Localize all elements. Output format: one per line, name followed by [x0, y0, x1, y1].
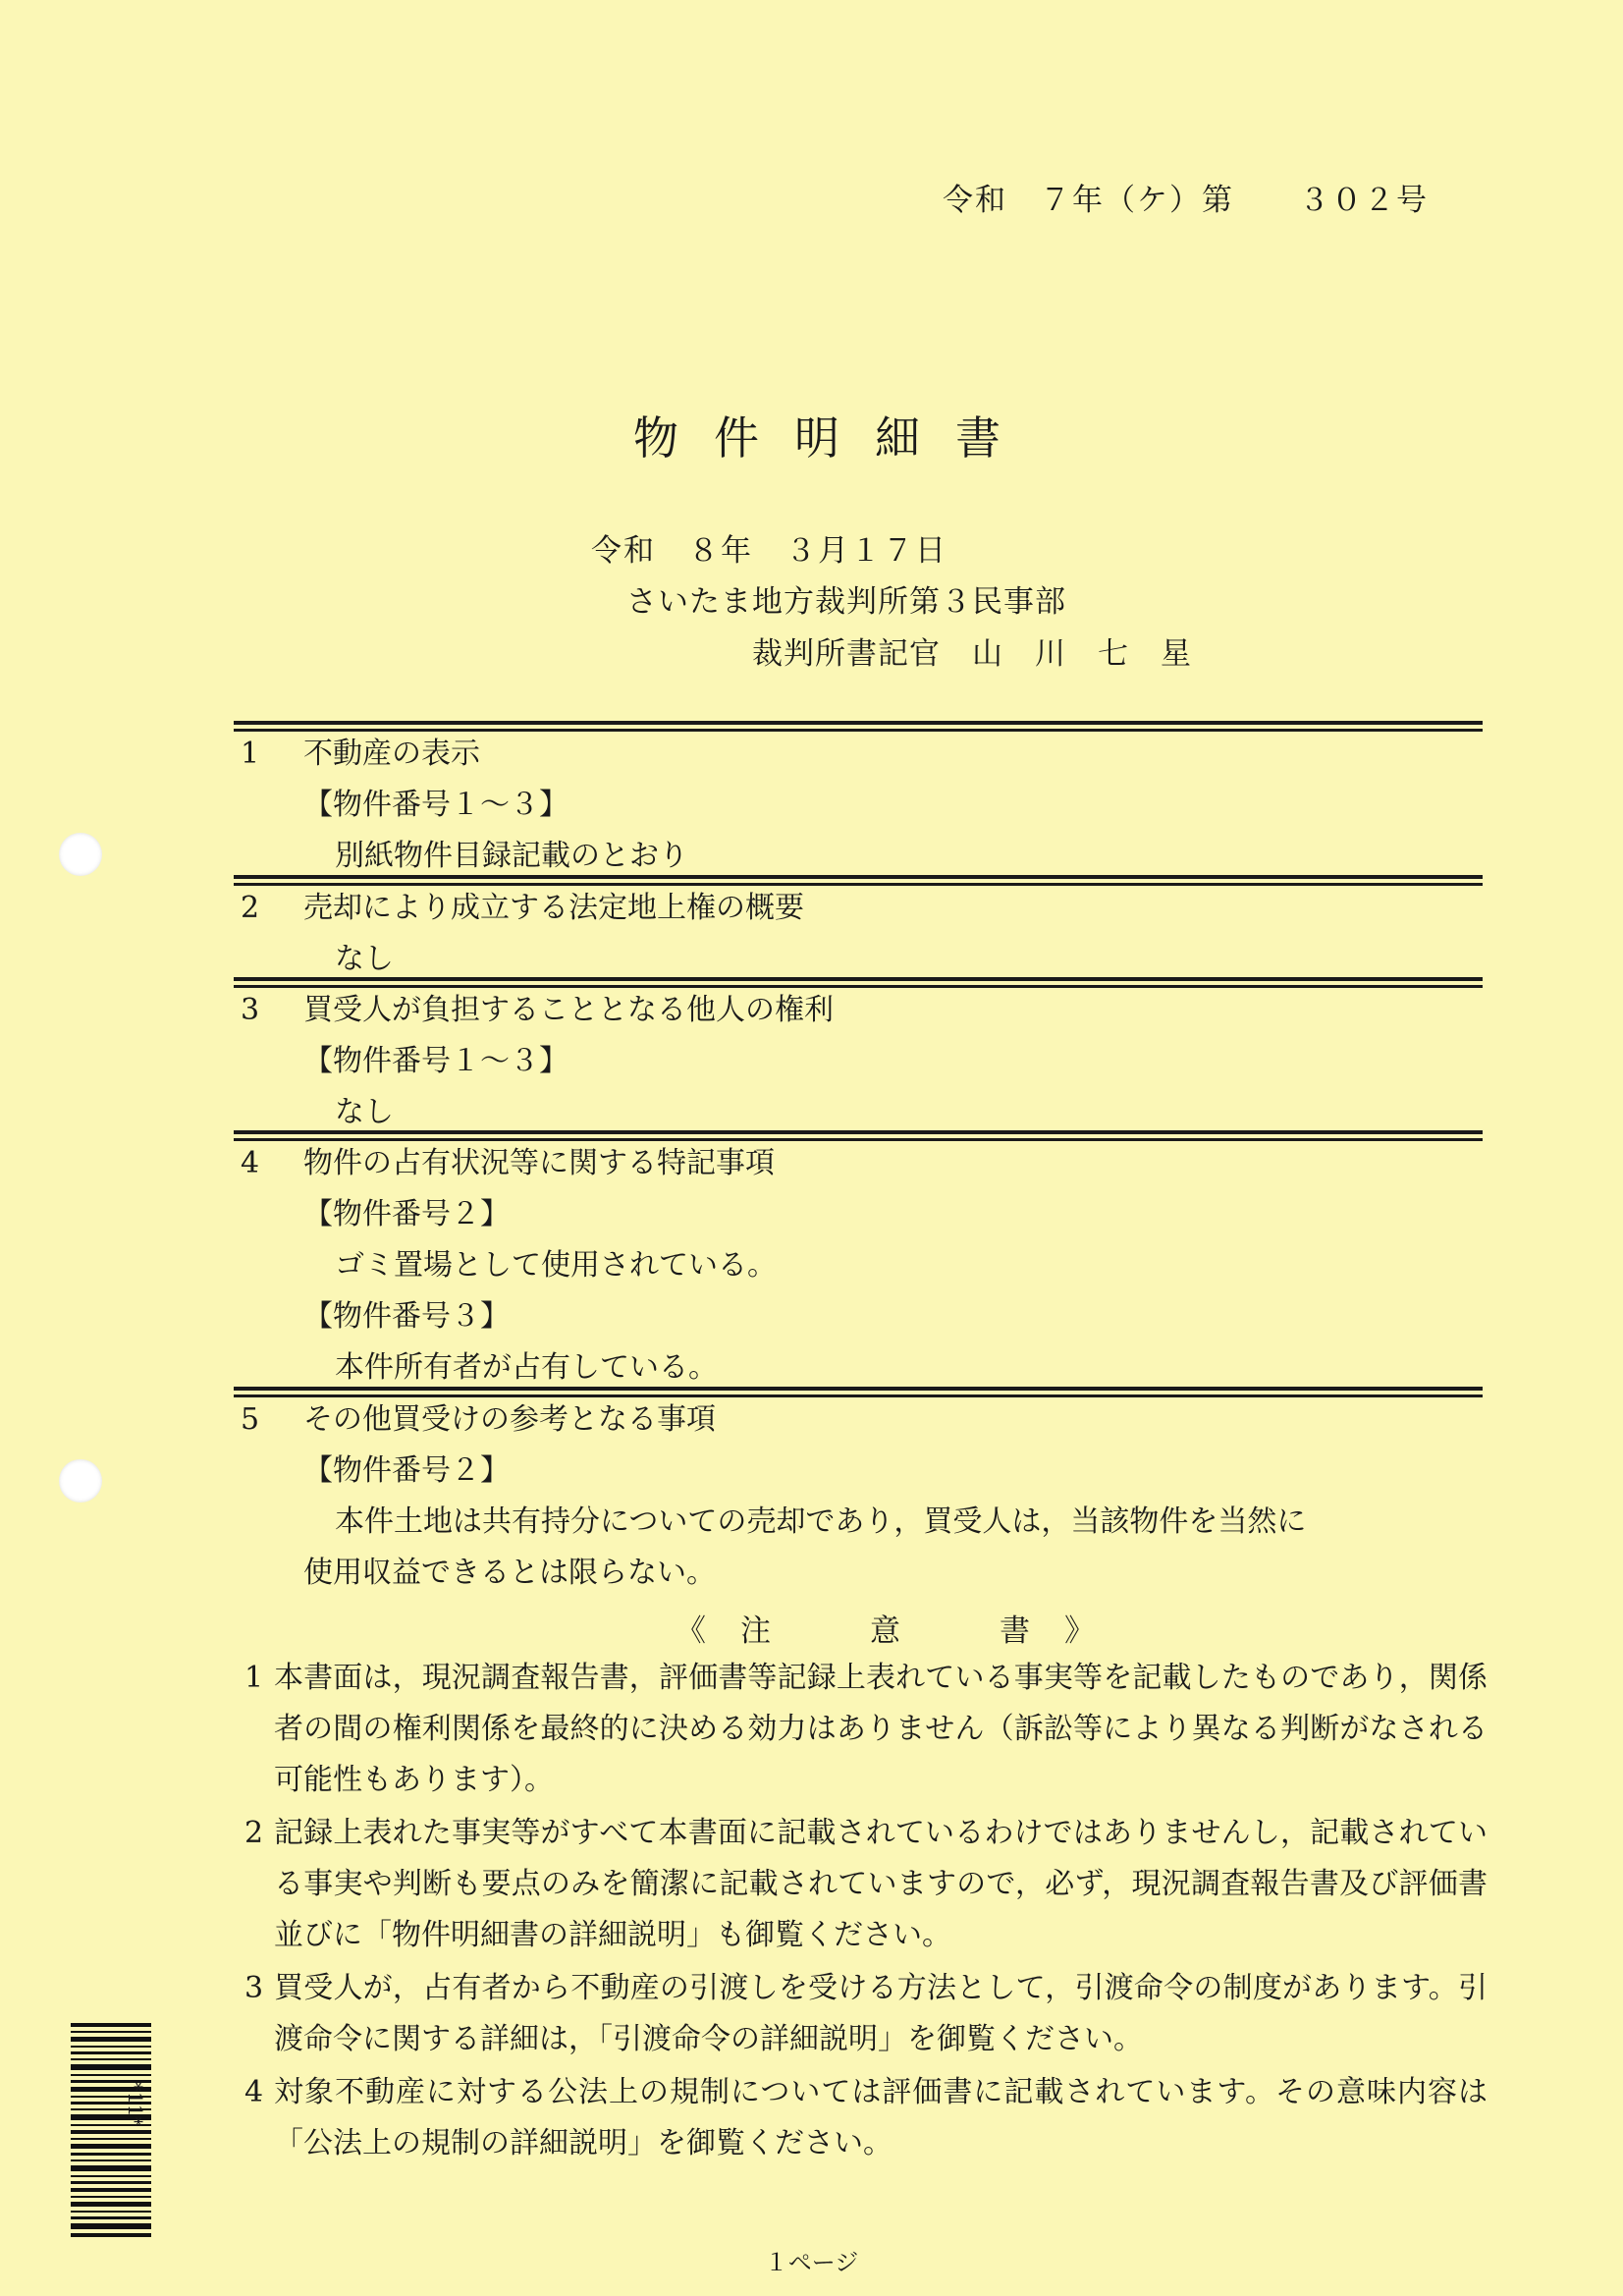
- case-number: 令和 ７年（ケ）第 ３０２号: [943, 183, 1429, 218]
- document-title: 物件明細書: [633, 411, 1036, 465]
- section-text: 本件土地は共有持分についての売却であり，買受人は，当該物件を当然に: [335, 1504, 1307, 1539]
- section-number: 1: [241, 737, 260, 771]
- notice-number: 2: [244, 1816, 264, 1850]
- notice-number: 1: [244, 1661, 264, 1695]
- notice-list: [241, 1653, 1488, 2171]
- section-heading: 物件の占有状況等に関する特記事項: [303, 1146, 775, 1180]
- punch-hole: [59, 833, 102, 876]
- notice-number: 4: [244, 2075, 264, 2109]
- notice-text: 買受人が，占有者から不動産の引渡しを受ける方法として，引渡命令の制度があります。引渡命令に関する詳細は，「引渡命令の詳細説明」を御覧ください。: [274, 1971, 1488, 2056]
- notice-item: [241, 1808, 1488, 1961]
- section-number: 3: [241, 993, 260, 1027]
- section-text: 本件所有者が占有している。: [335, 1350, 718, 1385]
- notice-text: 対象不動産に対する公法上の規制については評価書に記載されています。その意味内容は「公法上の規制の詳細説明」を御覧ください。: [274, 2075, 1488, 2160]
- property-tag: 【物件番号３】: [303, 1299, 510, 1334]
- page-number: １ページ: [764, 2249, 859, 2276]
- section-heading: その他買受けの参考となる事項: [303, 1402, 716, 1437]
- notice-text: 本書面は，現況調査報告書，評価書等記録上表れている事実等を記載したものであり，関係者の間の権利関係を最終的に決める効力はありません（訴訟等により異なる判断がなされる可能性もあります）。: [274, 1661, 1488, 1797]
- notice-item: [241, 2067, 1488, 2169]
- section-text: なし: [335, 1095, 394, 1129]
- punch-hole: [59, 1459, 102, 1503]
- section-text: 別紙物件目録記載のとおり: [335, 839, 688, 873]
- property-tag: 【物件番号１～３】: [303, 788, 568, 822]
- property-tag: 【物件番号２】: [303, 1197, 510, 1231]
- section-text: ゴミ置場として使用されている。: [335, 1248, 777, 1283]
- barcode-label: *11*: [124, 2082, 147, 2127]
- court-clerk: 裁判所書記官 山 川 七 星: [752, 636, 1192, 672]
- section-number: 5: [241, 1402, 260, 1437]
- section-text: なし: [335, 942, 394, 976]
- notice-item: [241, 1963, 1488, 2065]
- notice-number: 3: [244, 1971, 264, 2005]
- section-heading: 不動産の表示: [303, 737, 480, 771]
- notice-text: 記録上表れた事実等がすべて本書面に記載されているわけではありませんし，記載されている事実や判断も要点のみを簡潔に記載されていますので，必ず，現況調査報告書及び評価書並びに「物件明細書の詳細説明」も御覧ください。: [274, 1816, 1488, 1952]
- notice-item: [241, 1653, 1488, 1806]
- court-name: さいたま地方裁判所第３民事部: [626, 584, 1066, 620]
- notice-title: 《 注 意 書 》: [676, 1613, 1097, 1649]
- barcode: [71, 2023, 151, 2239]
- property-tag: 【物件番号２】: [303, 1453, 510, 1488]
- section-text: 使用収益できるとは限らない。: [303, 1556, 716, 1590]
- issue-date: 令和 ８年 ３月１７日: [591, 533, 947, 569]
- section-heading: 売却により成立する法定地上権の概要: [303, 891, 804, 925]
- property-tag: 【物件番号１～３】: [303, 1044, 568, 1078]
- section-heading: 買受人が負担することとなる他人の権利: [303, 993, 834, 1027]
- section-number: 2: [241, 891, 260, 925]
- section-number: 4: [241, 1146, 260, 1180]
